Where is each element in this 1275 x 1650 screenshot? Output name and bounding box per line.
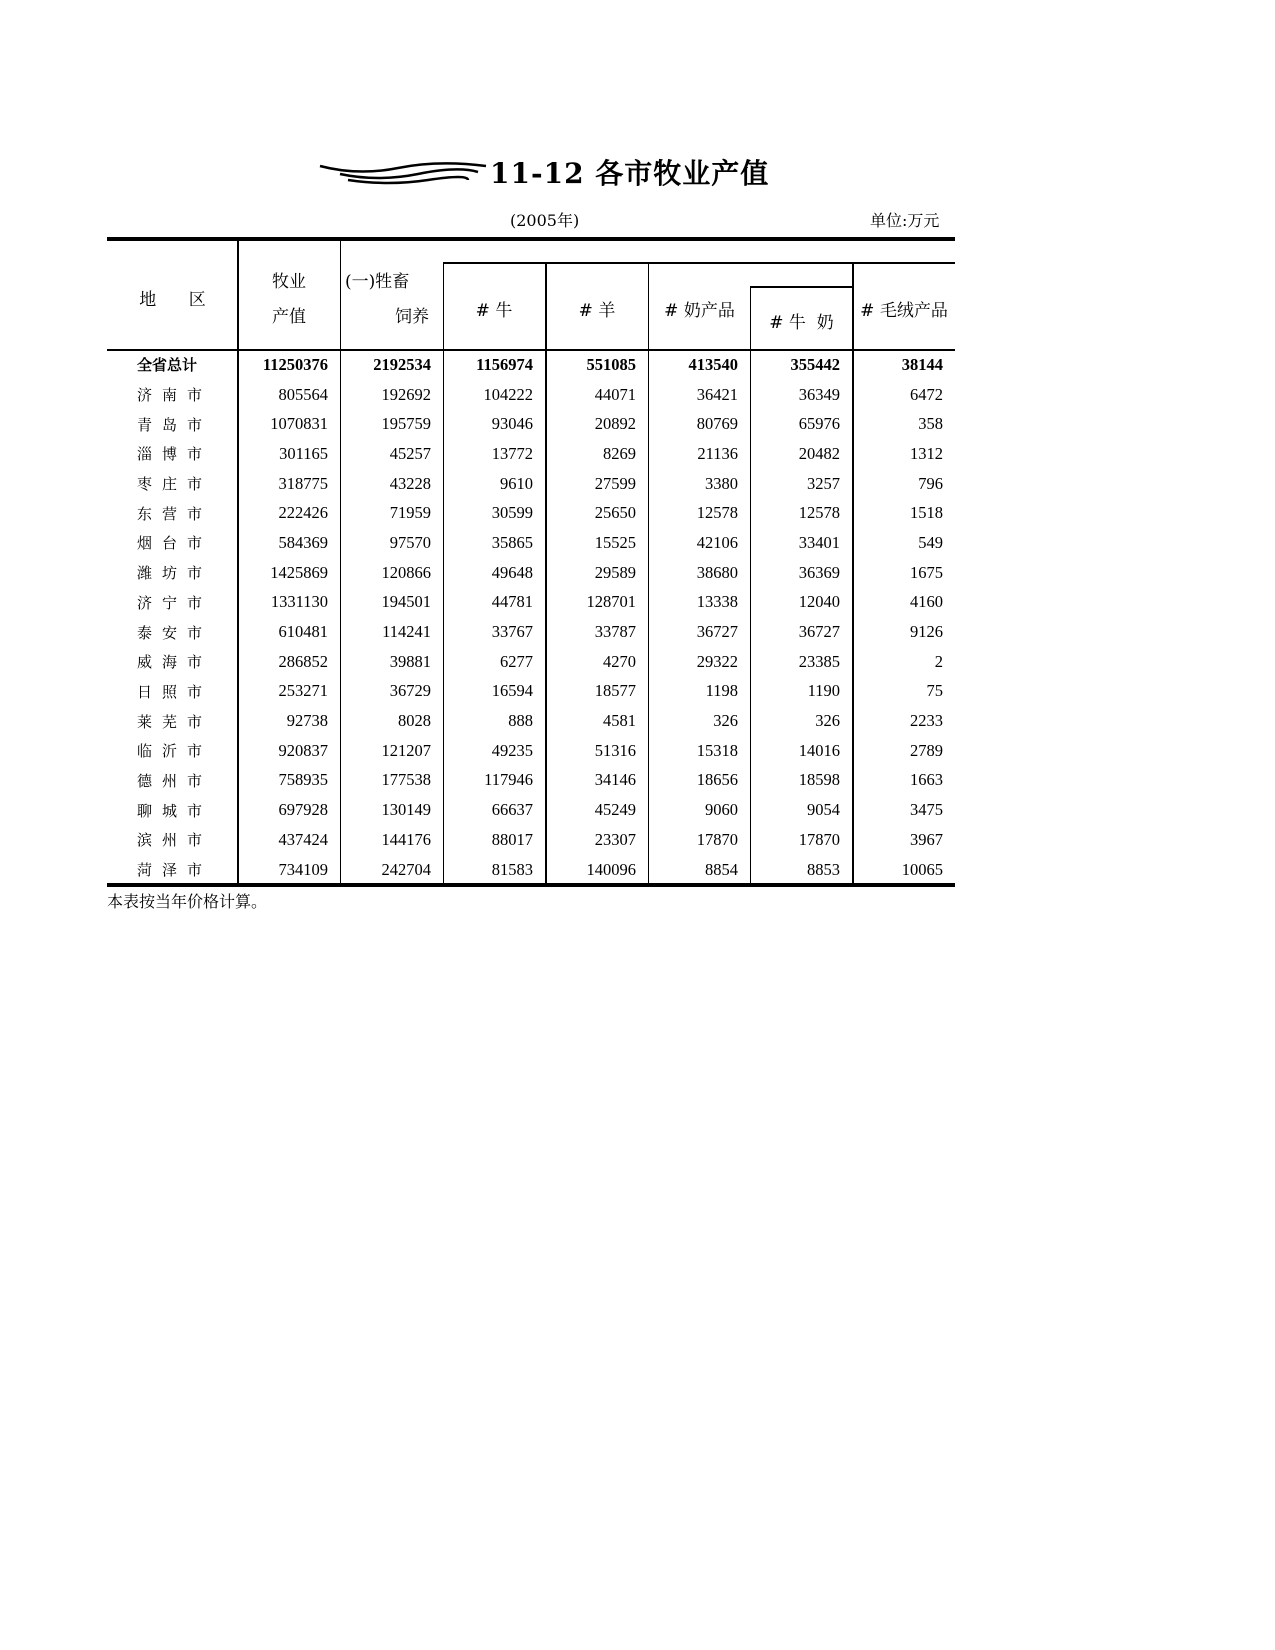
value-cell: 610481: [278, 622, 328, 642]
table-row: [107, 528, 955, 558]
region-cell: 全省总计: [137, 356, 198, 375]
value-cell: 8853: [807, 859, 840, 879]
value-cell: 16594: [491, 681, 533, 701]
value-cell: 11250376: [262, 354, 328, 374]
value-cell: 437424: [278, 829, 328, 849]
value-cell: 49235: [491, 740, 533, 760]
value-cell: 140096: [586, 859, 636, 879]
value-cell: 195759: [381, 414, 431, 434]
value-cell: 1425869: [270, 562, 328, 582]
wave-decoration-icon: [318, 158, 488, 188]
header-region: 地 区: [139, 290, 206, 310]
value-cell: 697928: [278, 800, 328, 820]
value-cell: 144176: [381, 829, 431, 849]
value-cell: 355442: [790, 354, 840, 374]
value-cell: 44781: [491, 592, 533, 612]
value-cell: 413540: [688, 354, 738, 374]
value-cell: 18577: [594, 681, 636, 701]
value-cell: 10065: [901, 859, 943, 879]
value-cell: 81583: [491, 859, 533, 879]
table-title: 11-12 各市牧业产值: [490, 157, 770, 190]
region-cell: 枣庄市: [137, 475, 213, 494]
value-cell: 38680: [696, 562, 738, 582]
value-cell: 301165: [279, 443, 328, 463]
value-cell: 9054: [807, 800, 840, 820]
value-cell: 549: [918, 532, 943, 552]
value-cell: 286852: [278, 651, 328, 671]
value-cell: 120866: [381, 562, 431, 582]
value-cell: 33767: [491, 622, 533, 642]
value-cell: 13772: [491, 443, 533, 463]
value-cell: 1675: [910, 562, 943, 582]
table-row: [107, 558, 955, 588]
value-cell: 15525: [594, 532, 636, 552]
value-cell: 3380: [705, 473, 738, 493]
header-col1-line1: 牧业: [272, 272, 306, 292]
header-rule: [443, 262, 955, 264]
value-cell: 38144: [901, 354, 943, 374]
table-row: [107, 677, 955, 707]
value-cell: 23307: [594, 829, 636, 849]
value-cell: 45249: [594, 800, 636, 820]
value-cell: 9060: [705, 800, 738, 820]
value-cell: 551085: [586, 354, 636, 374]
value-cell: 920837: [278, 740, 328, 760]
header-col1-line2: 产值: [272, 307, 306, 327]
value-cell: 36729: [389, 681, 431, 701]
value-cell: 222426: [278, 503, 328, 523]
total-row: [107, 350, 955, 380]
value-cell: 66637: [491, 800, 533, 820]
value-cell: 80769: [696, 414, 738, 434]
table-row: [107, 706, 955, 736]
value-cell: 43228: [389, 473, 431, 493]
value-cell: 8028: [398, 711, 431, 731]
value-cell: 3967: [910, 829, 943, 849]
value-cell: 30599: [491, 503, 533, 523]
value-cell: 114241: [382, 622, 431, 642]
value-cell: 12578: [798, 503, 840, 523]
header-col2-line2: 饲养: [395, 307, 429, 327]
value-cell: 29589: [594, 562, 636, 582]
region-cell: 潍坊市: [137, 564, 213, 583]
header-col2-line1: (一)牲畜: [345, 272, 410, 292]
table-row: [107, 825, 955, 855]
value-cell: 8854: [705, 859, 738, 879]
value-cell: 3257: [807, 473, 840, 493]
value-cell: 1156974: [476, 354, 533, 374]
value-cell: 13338: [696, 592, 738, 612]
region-cell: 泰安市: [137, 623, 213, 642]
value-cell: 71959: [389, 503, 431, 523]
value-cell: 6472: [910, 384, 943, 404]
value-cell: 1190: [807, 681, 840, 701]
value-cell: 4270: [603, 651, 636, 671]
header-subrule: [750, 286, 853, 288]
value-cell: 805564: [278, 384, 328, 404]
value-cell: 18598: [798, 770, 840, 790]
header-cattle: # 牛: [475, 301, 513, 321]
value-cell: 1198: [705, 681, 738, 701]
value-cell: 36421: [696, 384, 738, 404]
value-cell: 358: [918, 414, 943, 434]
value-cell: 34146: [594, 770, 636, 790]
region-cell: 日照市: [137, 682, 213, 701]
value-cell: 36727: [696, 622, 738, 642]
table-row: [107, 736, 955, 766]
value-cell: 9126: [910, 622, 943, 642]
year-label: (2005年): [510, 211, 580, 230]
value-cell: 20482: [798, 443, 840, 463]
value-cell: 39881: [389, 651, 431, 671]
value-cell: 758935: [278, 770, 328, 790]
region-cell: 威海市: [137, 653, 213, 672]
value-cell: 6277: [500, 651, 533, 671]
table-row: [107, 439, 955, 469]
value-cell: 4160: [910, 592, 943, 612]
region-cell: 菏泽市: [137, 861, 213, 880]
region-cell: 济南市: [137, 386, 213, 405]
table-row: [107, 647, 955, 677]
value-cell: 104222: [483, 384, 533, 404]
value-cell: 9610: [500, 473, 533, 493]
value-cell: 35865: [491, 532, 533, 552]
value-cell: 326: [713, 711, 738, 731]
value-cell: 888: [508, 711, 533, 731]
header-dairy: # 奶产品: [664, 301, 735, 321]
region-cell: 济宁市: [137, 593, 213, 612]
table-row: [107, 766, 955, 796]
table-row: [107, 469, 955, 499]
data-table: [107, 350, 955, 884]
region-cell: 烟台市: [137, 534, 213, 553]
footnote: 本表按当年价格计算。: [107, 892, 268, 911]
value-cell: 584369: [278, 532, 328, 552]
value-cell: 92738: [286, 711, 328, 731]
value-cell: 36369: [798, 562, 840, 582]
value-cell: 42106: [696, 532, 738, 552]
table-row: [107, 409, 955, 439]
region-cell: 莱芜市: [137, 712, 213, 731]
value-cell: 177538: [381, 770, 431, 790]
table-row: [107, 795, 955, 825]
value-cell: 734109: [278, 859, 328, 879]
value-cell: 14016: [798, 740, 840, 760]
value-cell: 93046: [491, 414, 533, 434]
value-cell: 2233: [910, 711, 943, 731]
value-cell: 23385: [798, 651, 840, 671]
value-cell: 4581: [603, 711, 636, 731]
value-cell: 117946: [484, 770, 533, 790]
header-wool: # 毛绒产品: [860, 301, 948, 321]
region-cell: 东营市: [137, 504, 213, 523]
value-cell: 49648: [491, 562, 533, 582]
header-sheep: # 羊: [578, 301, 616, 321]
value-cell: 18656: [696, 770, 738, 790]
value-cell: 8269: [603, 443, 636, 463]
header-milk: # 牛 奶: [769, 313, 834, 333]
table-row: [107, 617, 955, 647]
value-cell: 128701: [586, 592, 636, 612]
value-cell: 12578: [696, 503, 738, 523]
value-cell: 33787: [594, 622, 636, 642]
value-cell: 25650: [594, 503, 636, 523]
region-cell: 滨州市: [137, 831, 213, 850]
value-cell: 33401: [798, 532, 840, 552]
table-row: [107, 588, 955, 618]
value-cell: 2: [934, 651, 943, 671]
value-cell: 44071: [594, 384, 636, 404]
region-cell: 聊城市: [137, 801, 213, 820]
value-cell: 29322: [696, 651, 738, 671]
value-cell: 36349: [798, 384, 840, 404]
value-cell: 2789: [910, 740, 943, 760]
value-cell: 17870: [798, 829, 840, 849]
value-cell: 65976: [798, 414, 840, 434]
region-cell: 淄博市: [137, 445, 213, 464]
value-cell: 75: [926, 681, 943, 701]
value-cell: 194501: [381, 592, 431, 612]
value-cell: 12040: [798, 592, 840, 612]
value-cell: 1070831: [270, 414, 328, 434]
unit-label: 单位:万元: [870, 211, 940, 230]
table-row: [107, 855, 955, 885]
value-cell: 2192534: [373, 354, 431, 374]
value-cell: 17870: [696, 829, 738, 849]
region-cell: 临沂市: [137, 742, 213, 761]
value-cell: 1518: [910, 503, 943, 523]
value-cell: 27599: [594, 473, 636, 493]
region-cell: 青岛市: [137, 415, 213, 434]
table-row: [107, 498, 955, 528]
value-cell: 1663: [910, 770, 943, 790]
value-cell: 1312: [910, 443, 943, 463]
value-cell: 21136: [697, 443, 738, 463]
value-cell: 36727: [798, 622, 840, 642]
value-cell: 3475: [910, 800, 943, 820]
value-cell: 121207: [381, 740, 431, 760]
value-cell: 326: [815, 711, 840, 731]
region-cell: 德州市: [137, 771, 213, 790]
value-cell: 15318: [696, 740, 738, 760]
value-cell: 242704: [381, 859, 431, 879]
top-rule: [107, 237, 955, 241]
value-cell: 45257: [389, 443, 431, 463]
table-row: [107, 380, 955, 410]
value-cell: 318775: [278, 473, 328, 493]
value-cell: 88017: [491, 829, 533, 849]
value-cell: 192692: [381, 384, 431, 404]
value-cell: 97570: [389, 532, 431, 552]
value-cell: 20892: [594, 414, 636, 434]
value-cell: 253271: [278, 681, 328, 701]
value-cell: 1331130: [270, 592, 328, 612]
value-cell: 51316: [594, 740, 636, 760]
value-cell: 796: [918, 473, 943, 493]
value-cell: 130149: [381, 800, 431, 820]
